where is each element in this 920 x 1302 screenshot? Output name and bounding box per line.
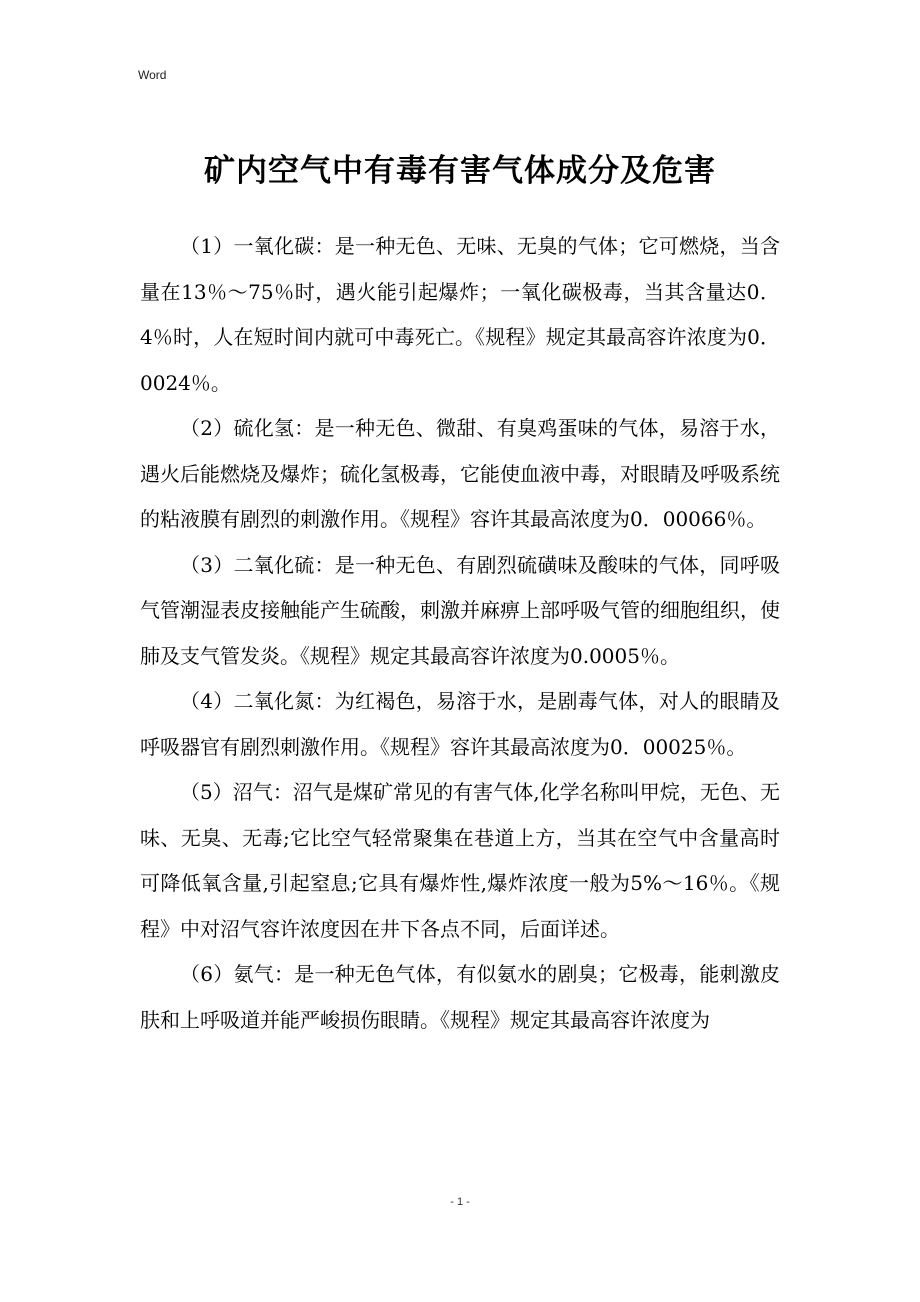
paragraph-hydrogen-sulfide: （2）硫化氢：是一种无色、微甜、有臭鸡蛋味的气体，易溶于水，遇火后能燃烧及爆炸；硫化氢极毒，它能使血液中毒，对眼睛及呼吸系统的粘液膜有剧烈的刺激作用。《规程》容许其最高浓度为0．00066％。 bbox=[140, 416, 780, 531]
paragraph-ammonia: （6）氨气：是一种无色气体，有似氨水的剧臭；它极毒，能刺激皮肤和上呼吸道并能严峻损伤眼睛。《规程》规定其最高容许浓度为 bbox=[140, 962, 780, 1032]
paragraph-sulfur-dioxide: （3）二氧化硫：是一种无色、有剧烈硫磺味及酸味的气体，同呼吸气管潮湿表皮接触能产生硫酸，刺激并麻痹上部呼吸气管的细胞组织，使肺及支气管发炎。《规程》规定其最高容许浓度为0.0005％。 bbox=[140, 552, 780, 668]
paragraph-nitrogen-dioxide: （4）二氧化氮：为红褐色，易溶于水，是剧毒气体，对人的眼睛及呼吸器官有剧烈刺激作用。《规程》容许其最高浓度为0．00025％。 bbox=[140, 689, 780, 759]
paragraph-methane: （5）沼气：沼气是煤矿常见的有害气体,化学名称叫甲烷，无色、无味、无臭、无毒;它比空气轻常聚集在巷道上方，当其在空气中含量高时可降低氧含量,引起窒息;它具有爆炸性,爆炸浓度一般为5%～16％。《规程》中对沼气容许浓度因在井下各点不同，后面详述。 bbox=[140, 780, 780, 941]
paragraph-carbon-monoxide: （1）一氧化碳：是一种无色、无味、无臭的气体；它可燃烧，当含量在13％～75％时，遇火能引起爆炸；一氧化碳极毒，当其含量达0．4％时，人在短时间内就可中毒死亡。《规程》规定其最高容许浓度为0．0024％。 bbox=[140, 234, 780, 395]
page-number: - 1 - bbox=[450, 1196, 470, 1208]
header-label: Word bbox=[138, 68, 167, 82]
page-title: 矿内空气中有毒有害气体成分及危害 bbox=[204, 153, 716, 189]
document-body bbox=[140, 224, 780, 1043]
